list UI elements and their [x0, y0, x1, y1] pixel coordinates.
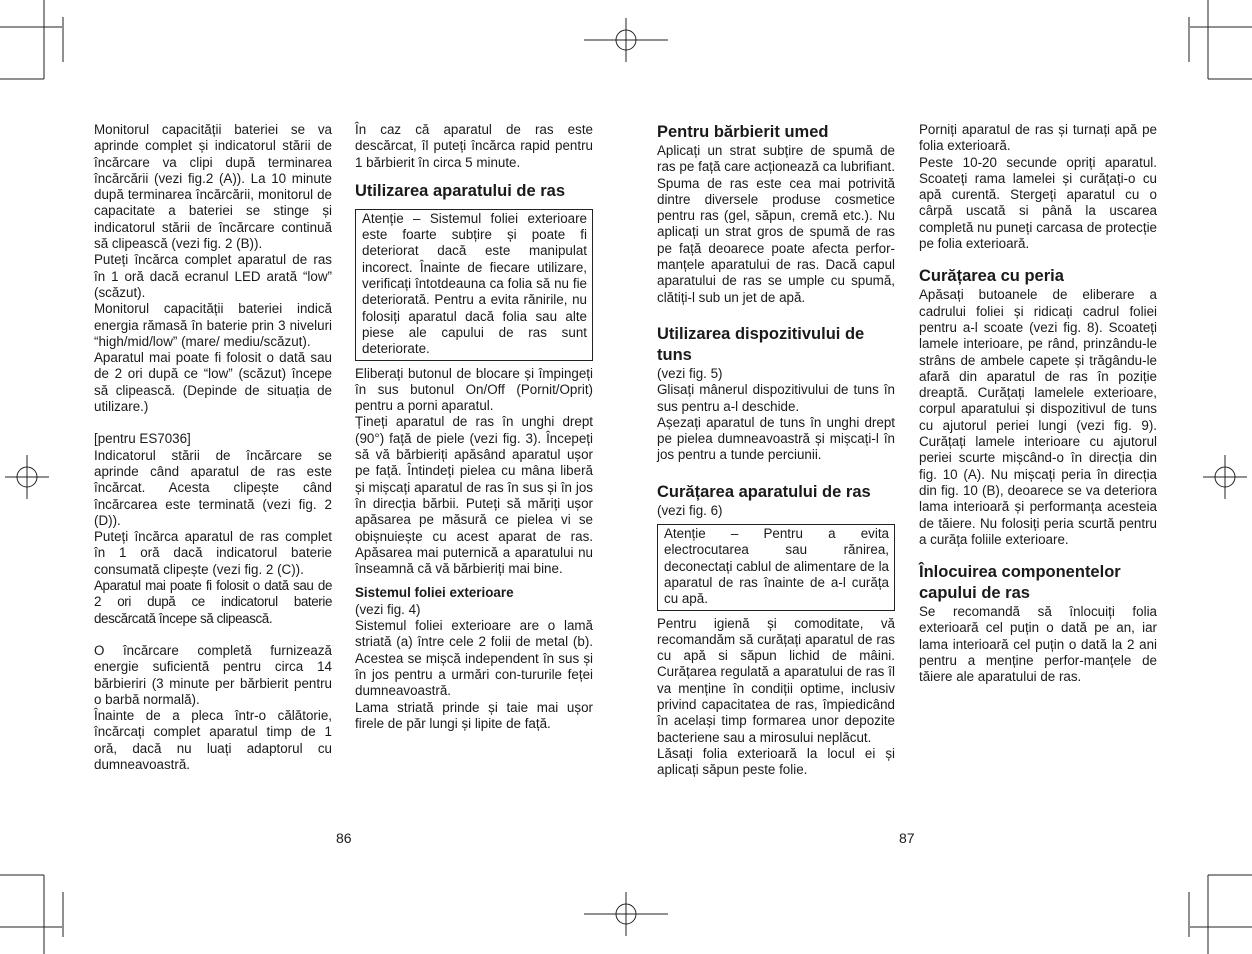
- column-3: [657, 122, 895, 779]
- section-heading: Pentru bărbierit umed: [657, 123, 829, 141]
- paragraph: Lama striată prinde și taie mai ușor firele de păr lungi și lipite de față.: [355, 699, 593, 731]
- section-heading: Curățarea cu peria: [919, 267, 1064, 286]
- paragraph: Aparatul mai poate fi folosit o dată sau de 2 ori după ce indicatorul baterie descărcată începe să clipească.: [94, 578, 332, 626]
- section-heading: Înlocuirea componentelor capului de ras: [919, 563, 1121, 603]
- paragraph: Puteți încărca aparatul de ras complet în 1 oră dacă indicatorul baterie consumată clipește (vezi fig. 2 (C)).: [94, 529, 332, 577]
- warning-text: Atenție – Sistemul foliei exterioare este foarte subțire și poate fi deteriorat dacă este manipulat incorect. Înainte de fiecare utilizare, verificați întotdeauna ca folia să nu fie deteriorată. Pentru a evita rănirile, nu folosiți aparatul dacă folia sau alte piese ale capului de ras sunt deteriorate.: [362, 210, 587, 357]
- paragraph: Sistemul foliei exterioare are o lamă striată (a) între cele 2 folii de metal (b). Acestea se mișcă independent în sus și în jos pentru a urmări con-tururile feței dumneavoastră.: [355, 618, 593, 699]
- paragraph: Se recomandă să înlocuiți folia exterioară cel puțin o dată pe an, iar lama interioară cel puțin o dată la 2 ani pentru a menține perfor-manțele de tăiere ale aparatului de ras.: [919, 604, 1157, 685]
- page-number-left: 86: [336, 830, 352, 846]
- paragraph: Indicatorul stării de încărcare se aprinde când aparatul de ras este încărcat. Acesta clipește când încărcarea este terminată (vezi fig. 2 (D)).: [94, 447, 332, 528]
- paragraph: Apăsați butoanele de eliberare a cadrului foliei și ridicați cadrul foliei pentru a-l scoate (vezi fig. 8). Scoateți lamele interioare, pe rând, prinzându-le strâns de ambele capete și trăgându-le afară din aparatul de ras în poziție dreaptă. Curățați lamelele exterioare, corpul aparatului și dispozitivul de tuns cu ajutorul periei lungi (vezi fig. 9). Curățați lamele interioare cu ajutorul periei scurte mișcând-o în direcția din fig. 10 (A). Nu mișcați peria în direcția din fig. 10 (B), deoarece se va deteriora lama interioară și performanța acesteia de tăiere. Nu folosiți peria scurtă pentru a curăța foliile exterioare.: [919, 287, 1157, 547]
- warning-text: Atenție – Pentru a evita electrocutarea sau rănirea, deconectați cablul de alimentare de la aparatul de ras înainte de a-l curăța cu apă.: [664, 526, 889, 607]
- page-number-right: 87: [899, 830, 915, 846]
- paragraph: Așezați aparatul de tuns în unghi drept pe pielea dumneavoastră și mișcați-l în jos pentru a tunde perciunii.: [657, 414, 895, 463]
- paragraph: Monitorul capacității bateriei se va aprinde complet și indicatorul stării de încărcare va clipi după terminarea încărcării (vezi fig.2 (A)). La 10 minute după terminarea încărcării, monitorul de capacitate a bateriei se stinge și indicatorul stării de încărcare continuă să clipească (vezi fig. 2 (B)).: [94, 122, 332, 252]
- paragraph: Lăsați folia exterioară la locul ei și aplicați săpun peste folie.: [657, 745, 895, 778]
- paragraph: Înainte de a pleca într-o călătorie, încărcați complet aparatul timp de 1 oră, dacă nu luați adaptorul cu dumneavoastră.: [94, 708, 332, 772]
- paragraph: Pentru igienă și comoditate, vă recomandăm să curățați aparatul de ras cu apă si săpun lichid de mâini. Curățarea regulată a aparatului de ras îl va menține în condiții optime, inclusiv privind capacitatea de ras, împiedicând în același timp formarea unor depozite bacteriene sau a mirosului neplăcut.: [657, 615, 895, 745]
- paragraph: Aparatul mai poate fi folosit o dată sau de 2 ori după ce “low” (scăzut) începe să clipească. (Depinde de situația de utilizare.): [94, 350, 332, 415]
- paragraph: Glisați mânerul dispozitivului de tuns în sus pentru a-l deschide.: [657, 382, 895, 414]
- paragraph: În caz că aparatul de ras este descărcat, îl puteți încărca rapid pentru 1 bărbierit în circa 5 minute.: [355, 122, 593, 170]
- paragraph: Țineți aparatul de ras în unghi drept (90°) față de piele (vezi fig. 3). Începeți să vă bărbieriți apăsând aparatul ușor pe față. Întindeți pielea cu mâna liberă și mișcați aparatul de ras în sus și în jos în direcția bărbii. Puteți să măriți ușor apăsarea pe măsură ce pielea vi se obișnuiește cu acest aparat de ras. Apăsarea mai puternică a aparatului nu înseamnă că vă bărbieriți mai bine.: [355, 414, 593, 577]
- column-1: [94, 122, 332, 773]
- warning-box: [657, 524, 895, 610]
- section-heading: Curățarea aparatului de ras: [657, 482, 871, 501]
- sub-heading: Sistemul foliei exterioare: [355, 585, 514, 601]
- section-heading: Utilizarea aparatului de ras: [355, 181, 565, 200]
- paragraph: Eliberați butonul de blocare și împingeți în sus butonul On/Off (Pornit/Oprit) pentru a porni aparatul.: [355, 365, 593, 414]
- column-4: [919, 122, 1157, 686]
- figure-reference: (vezi fig. 5): [657, 365, 723, 381]
- warning-box: [355, 209, 593, 361]
- section-heading: Utilizarea dispozitivului de tuns: [657, 324, 865, 364]
- paragraph: Peste 10-20 secunde opriți aparatul. Scoateți rama lamelei și curățați-o cu apă curentă. Stergeți aparatul cu o cârpă uscată si până la uscarea completă nu puneți carcasa de protecție pe folia exterioară.: [919, 154, 1157, 252]
- paragraph: Aplicați un strat subțire de spumă de ras pe față care acționează ca lubrifiant. Spuma de ras este cea mai potrivită dintre diversele produse cosmetice pentru ras (gel, săpun, cremă etc.). Nu aplicați un strat gros de spumă de ras pe față deoarece poate afecta perfor-manțele aparatului de ras. Dacă capul aparatului de ras se umple cu spumă, clătiți-l sub un jet de apă.: [657, 143, 895, 305]
- figure-reference: (vezi fig. 4): [355, 601, 421, 617]
- paragraph: Puteți încărca complet aparatul de ras în 1 oră dacă ecranul LED arată “low” (scăzut).: [94, 252, 332, 300]
- paragraph: Porniți aparatul de ras și turnați apă pe folia exterioară.: [919, 122, 1157, 154]
- paragraph: Monitorul capacității bateriei indică energia rămasă în baterie prin 3 niveluri “high/mid/low” (mare/ mediu/scăzut).: [94, 301, 332, 349]
- model-note: [pentru ES7036]: [94, 431, 191, 447]
- column-2: [355, 122, 593, 732]
- figure-reference: (vezi fig. 6): [657, 502, 723, 518]
- paragraph: O încărcare completă furnizează energie suficientă pentru circa 14 bărbieriri (3 minute per bărbierit pentru o barbă normală).: [94, 642, 332, 707]
